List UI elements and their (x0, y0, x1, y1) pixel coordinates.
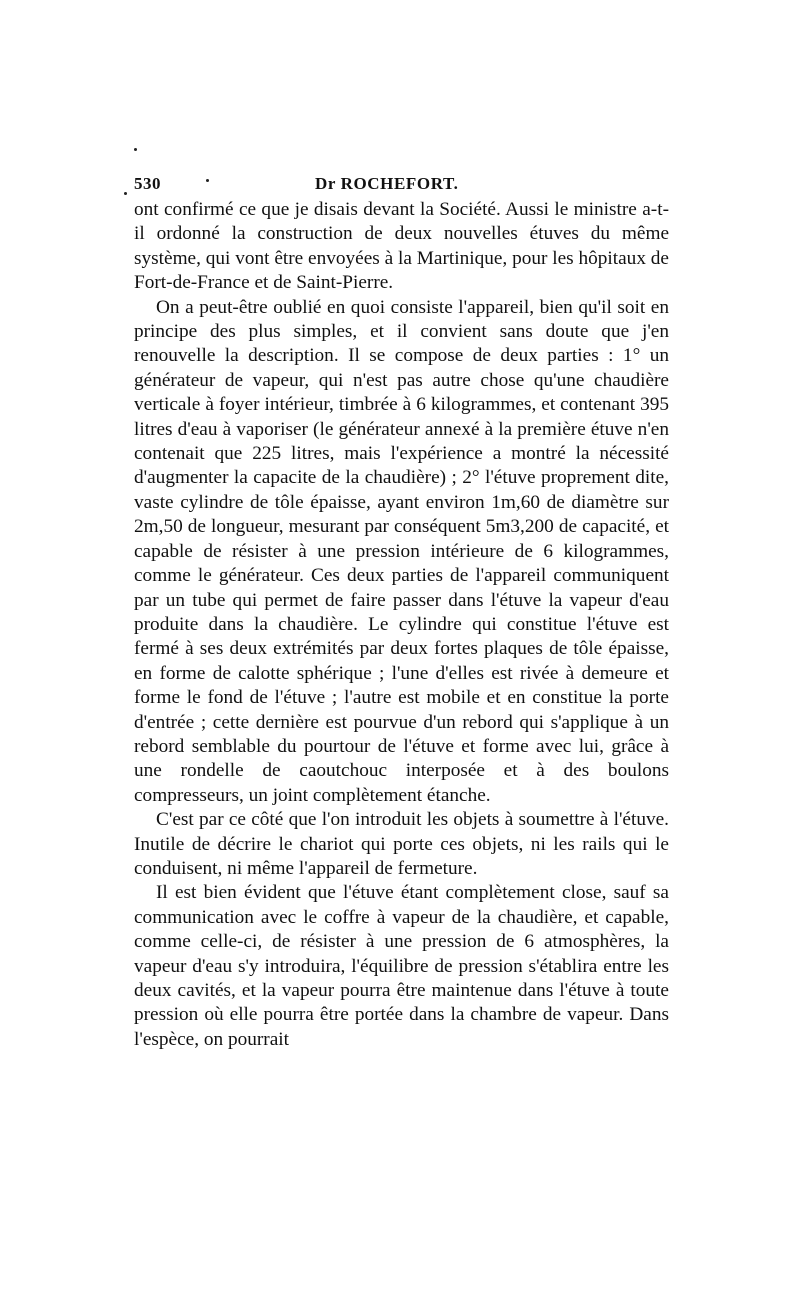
page-number: 530 (134, 174, 161, 193)
book-page (134, 170, 669, 1052)
print-speck (134, 148, 137, 151)
paragraph: Il est bien évident que l'étuve étant complètement close, sauf sa communication avec le coffre à vapeur de la chaudière, et capable, comme celle-ci, de résister à une pression de 6 atmosphères, la vapeur d'eau s'y introduira, l'équilibre de pression s'établira entre les deux cavités, et la vapeur pourra être maintenue dans l'étuve à toute pression où elle pourra être portée dans la chambre de vapeur. Dans l'espèce, on pourrait (134, 882, 669, 1050)
page-header (134, 170, 669, 198)
paragraph: ont confirmé ce que je disais devant la Société. Aussi le ministre a-t-il ordonné la construction de deux nouvelles étuves du même système, qui vont être envoyées à la Martinique, pour les hôpitaux de Fort-de-France et de Saint-Pierre. (134, 199, 669, 294)
body-text (134, 198, 669, 1052)
running-head: Dr ROCHEFORT. (315, 174, 459, 193)
paragraph: C'est par ce côté que l'on introduit les objets à soumettre à l'étuve. Inutile de décrire le chariot qui porte ces objets, ni les rails qui le conduisent, ni même l'appareil de fermeture. (134, 809, 669, 879)
paragraph: On a peut-être oublié en quoi consiste l'appareil, bien qu'il soit en principe des plus simples, et il convient sans doute que j'en renouvelle la description. Il se compose de deux parties : 1° un générateur de vapeur, qui n'est pas autre chose qu'une chaudière verticale à foyer intérieur, timbrée à 6 kilogrammes, et contenant 395 litres d'eau à vaporiser (le générateur annexé à la première étuve n'en contenait que 225 litres, mais l'expérience a montré la nécessité d'augmenter la capacite de la chaudière) ; 2° l'étuve proprement dite, vaste cylindre de tôle épaisse, ayant environ 1m,60 de diamètre sur 2m,50 de longueur, mesurant par conséquent 5m3,200 de capacité, et capable de résister à une pression intérieure de 6 kilogrammes, comme le générateur. Ces deux parties de l'appareil communiquent par un tube qui permet de faire passer dans l'étuve la vapeur d'eau produite dans la chaudière. Le cylindre qui constitue l'étuve est fermé à ses deux extrémités par deux fortes plaques de tôle épaisse, en forme de calotte sphérique ; l'une d'elles est rivée à demeure et forme le fond de l'étuve ; l'autre est mobile et en constitue la porte d'entrée ; cette dernière est pourvue d'un rebord qui s'applique à un rebord semblable du pourtour de l'étuve et forme avec lui, grâce à une rondelle de caoutchouc interposée et à des boulons compresseurs, un joint complètement étanche. (134, 296, 669, 806)
print-speck (124, 192, 127, 195)
